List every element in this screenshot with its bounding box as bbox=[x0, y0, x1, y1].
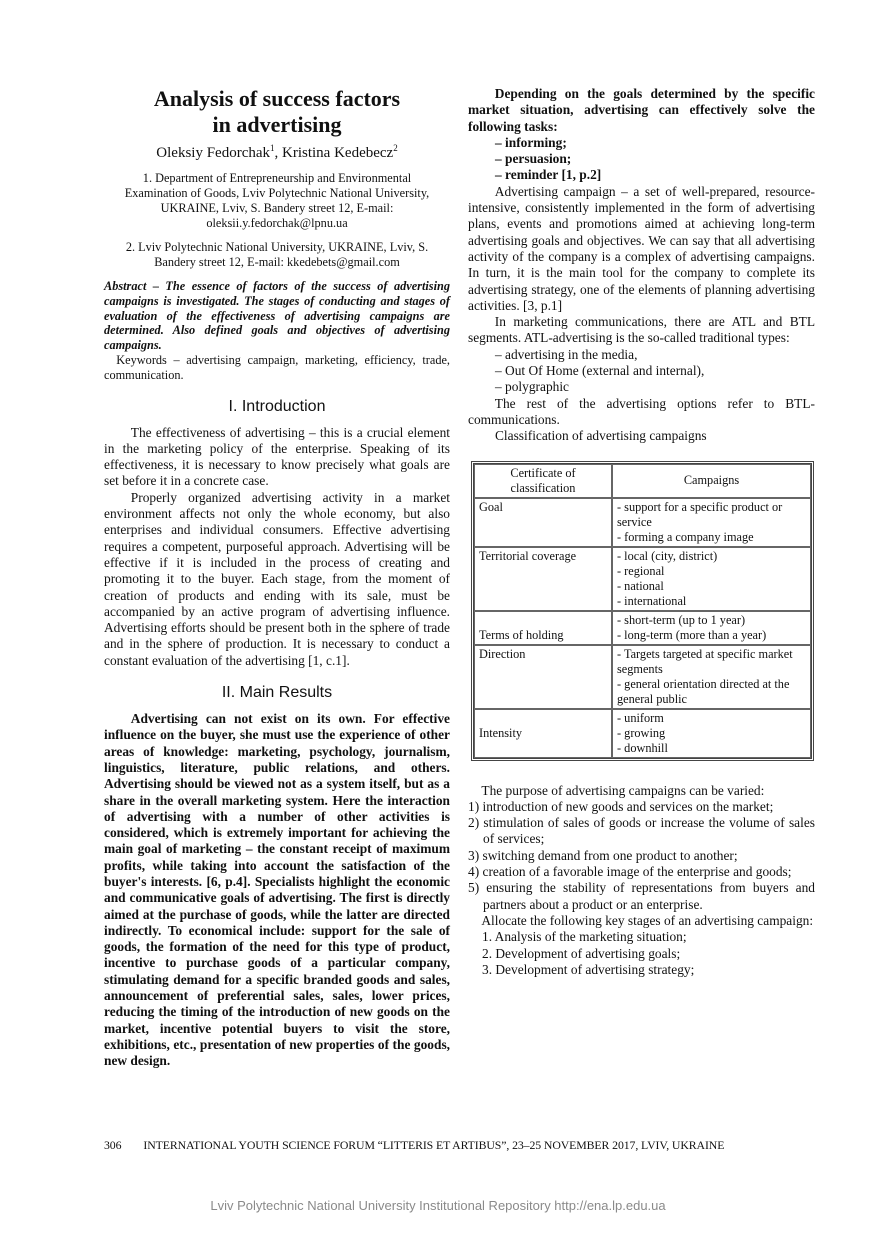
table-item: - growing bbox=[617, 725, 666, 740]
table-row bbox=[474, 498, 811, 547]
purpose-item: 5) ensuring the stability of representations from buyers and partners about a product or an enterprise. bbox=[468, 880, 815, 912]
paragraph: Properly organized advertising activity in a market environment affects not only the whole economy, but also enterprises and individual consumers. Effective advertising requires a competent, purposeful approach. Advertising will be effective if it is included in the process of creating and promoting it to the buyer. Each stage, from the moment of creation of products and ending with its sale, must be accompanied by an active program of advertising influence. Advertising efforts should be present both in the sphere of trade and in the sphere of production. It is necessary to conduct a constant evaluation of the advertising [1, c.1]. bbox=[104, 489, 450, 668]
abstract-label: Abstract – bbox=[104, 279, 159, 293]
task-item: – reminder [1, p.2] bbox=[495, 167, 602, 183]
keywords: Keywords – advertising campaign, marketing, efficiency, trade, communication. bbox=[104, 352, 450, 382]
table-item: - short-term (up to 1 year) bbox=[617, 612, 746, 627]
table-item: - uniform bbox=[617, 710, 664, 725]
paper-title bbox=[104, 86, 450, 138]
author-2: Kristina Kedebecz bbox=[282, 145, 394, 161]
paragraph-bold: Depending on the goals determined by the specific market situation, advertising can effectively solve the following tasks: bbox=[468, 86, 815, 134]
task-item: – persuasion; bbox=[495, 151, 572, 167]
table-row-items bbox=[612, 498, 811, 547]
affiliation-2: 2. Lviv Polytechnic National University, UKRAINE, Lviv, S. Bandery street 12, E-mail: kkedebets@gmail.com bbox=[125, 240, 429, 269]
table-header-row bbox=[474, 464, 811, 498]
atl-type-item: – polygraphic bbox=[495, 379, 570, 395]
table-item: - regional bbox=[617, 563, 665, 578]
table-row-label: Intensity bbox=[474, 709, 612, 758]
stage-item: 3. Development of advertising strategy; bbox=[482, 961, 695, 977]
author-2-sup: 2 bbox=[393, 143, 398, 153]
table-row-items bbox=[612, 547, 811, 611]
table-item: - downhill bbox=[617, 740, 668, 755]
classification-table bbox=[471, 461, 814, 761]
table-item: - local (city, district) bbox=[617, 548, 718, 563]
stage-item: 1. Analysis of the marketing situation; bbox=[482, 929, 687, 945]
author-1: Oleksiy Fedorchak bbox=[156, 145, 271, 161]
table-item: - long-term (more than a year) bbox=[617, 627, 767, 642]
table-row-label: Goal bbox=[474, 498, 612, 547]
task-item: – informing; bbox=[495, 134, 567, 150]
table-row-items bbox=[612, 611, 811, 645]
left-column bbox=[104, 86, 450, 1070]
table-header-cell: Certificate of classification bbox=[474, 464, 612, 498]
paragraph: The effectiveness of advertising – this is a crucial element in the marketing policy of the enterprise. Speaking of its effectiveness, it is necessary to know precisely what goals are set before it in a concrete case. bbox=[104, 424, 450, 489]
table-header-cell: Campaigns bbox=[612, 464, 811, 498]
title-line-1: Analysis of success factors bbox=[153, 86, 401, 111]
table-row-label: Territorial coverage bbox=[474, 547, 612, 611]
purpose-item: 3) switching demand from one product to another; bbox=[468, 847, 738, 863]
table-row-label: Terms of holding bbox=[474, 611, 612, 645]
abstract bbox=[104, 279, 450, 353]
author-separator: , bbox=[274, 145, 283, 161]
repository-watermark: Lviv Polytechnic National University Institutional Repository http://ena.lp.edu.ua bbox=[210, 1198, 666, 1213]
footer-text: INTERNATIONAL YOUTH SCIENCE FORUM “LITTERIS ET ARTIBUS”, 23–25 NOVEMBER 2017, LVIV, UKRAINE bbox=[143, 1138, 725, 1152]
table-item: - Targets targeted at specific market segments bbox=[617, 646, 793, 676]
affiliation-1: 1. Department of Entrepreneurship and Environmental Examination of Goods, Lviv Polytechnic National University, UKRAINE, Lviv, S. Bandery street 12, E-mail: oleksii.y.fedorchak@lpnu.ua bbox=[124, 171, 430, 230]
right-column bbox=[468, 86, 815, 978]
atl-type-item: – Out Of Home (external and internal), bbox=[495, 363, 705, 379]
atl-type-item: – advertising in the media, bbox=[495, 346, 638, 362]
table-item: - forming a company image bbox=[617, 529, 754, 544]
table-item: - support for a specific product or service bbox=[617, 499, 783, 529]
table-row bbox=[474, 645, 811, 709]
paragraph: The rest of the advertising options refer to BTL-communications. bbox=[468, 395, 815, 427]
stage-item: 2. Development of advertising goals; bbox=[482, 945, 681, 961]
table-item: - general orientation directed at the general public bbox=[617, 676, 790, 706]
title-line-2: in advertising bbox=[212, 112, 342, 137]
table-row-label: Direction bbox=[474, 645, 612, 709]
abstract-text: The essence of factors of the success of advertising campaigns is investigated. The stages of conducting and stages of evaluation of the effectiveness of advertising campaigns are determined. Also defined goals and objectives of advertising campaigns. bbox=[104, 279, 450, 353]
purpose-item: 1) introduction of new goods and services on the market; bbox=[468, 798, 774, 814]
table-item: - national bbox=[617, 578, 664, 593]
purpose-item: 2) stimulation of sales of goods or increase the volume of sales of services; bbox=[468, 815, 815, 847]
page-footer bbox=[104, 1138, 724, 1153]
page-number: 306 bbox=[104, 1138, 122, 1152]
author-1-sup: 1 bbox=[270, 143, 275, 153]
table-row bbox=[474, 547, 811, 611]
purposes-intro: The purpose of advertising campaigns can be varied: bbox=[481, 782, 765, 798]
table-item: - international bbox=[617, 593, 687, 608]
paragraph: Advertising campaign – a set of well-prepared, resource-intensive, consistently implemented in the form of advertising plans, events and promotions aimed at achieving long-term advertising goals and objectives. We can say that all advertising activity of the company is a complex of advertising campaigns. In turn, it is the main tool for the company to complete its advertising strategy, one of the elements of planning advertising activities. [3, p.1] bbox=[468, 183, 815, 313]
section-heading-main-results: II. Main Results bbox=[221, 684, 333, 702]
table-caption: Classification of advertising campaigns bbox=[495, 428, 707, 444]
paragraph: In marketing communications, there are ATL and BTL segments. ATL-advertising is the so-called traditional types: bbox=[468, 314, 815, 346]
table-row bbox=[474, 709, 811, 758]
table-row-items bbox=[612, 709, 811, 758]
stages-intro: Allocate the following key stages of an advertising campaign: bbox=[481, 912, 814, 928]
table-row bbox=[474, 611, 811, 645]
paragraph-bold: Advertising can not exist on its own. For effective influence on the buyer, she must use the experience of other areas of knowledge: marketing, psychology, journalism, linguistics, literature, public relations, and others. Advertising should be viewed not as a system itself, but as a share in the overall marketing system. Here the interaction of advertising with a number of other activities is considered, which is extremely important for achieving the main goal of marketing – the constant receipt of maximum profits, while taking into account the satisfaction of the buyer's interests. [6, p.4]. Specialists highlight the economic and communicative goals of advertising. The first is directly aimed at the purchase of goods, while the latter are directed indirectly. To economical include: support for the sale of goods, the formation of the need for this type of product, incentive to purchase goods of a particular company, stimulating demand for a specific branded goods and sales, announcement of preferential sales, sales, lower prices, reducing the timing of the introduction of new goods on the market, incentive potential buyers to visit the store, exhibitions, etc., presentation of new properties of the goods, new design. bbox=[104, 711, 450, 1069]
purpose-item: 4) creation of a favorable image of the enterprise and goods; bbox=[468, 864, 792, 880]
section-heading-introduction: I. Introduction bbox=[228, 397, 326, 415]
author-line bbox=[104, 144, 450, 162]
table-row-items bbox=[612, 645, 811, 709]
